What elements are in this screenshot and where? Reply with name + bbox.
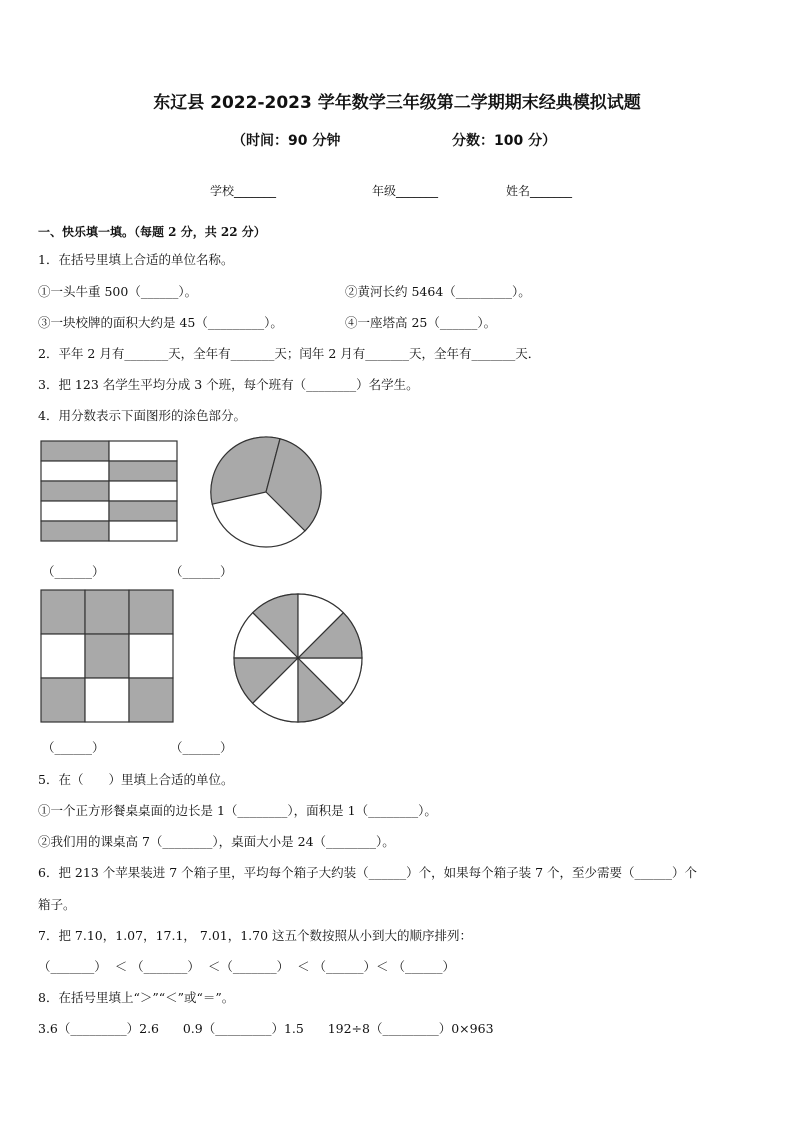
figure-grid-3x3 — [40, 589, 176, 725]
name-field: 姓名_______ — [506, 184, 573, 198]
q1-item-b: ②黄河长约 5464（_________）。 — [345, 284, 531, 299]
q7-order-blanks[interactable]: （_______） ＜ （_______） ＜（_______） ＜ （______）＜ （______） — [38, 959, 456, 974]
grade-field: 年级_______ — [372, 184, 439, 198]
q3-stem: 3．把 123 名学生平均分成 3 个班，每个班有（________）名学生。 — [38, 377, 419, 392]
q6-stem: 6．把 213 个苹果装进 7 个箱子里，平均每个箱子大约装（______）个，如果每个箱子装 7 个，至少需要（______）个 — [38, 865, 698, 880]
section-heading: 一、快乐填一填。（每题 2 分，共 22 分） — [38, 225, 266, 239]
q2-stem: 2．平年 2 月有_______天，全年有_______天；闰年 2 月有_______天，全年有_______天． — [38, 346, 541, 361]
q4-blank-1[interactable]: （______） — [42, 564, 105, 579]
figure-circle-eighths — [230, 592, 366, 728]
q4-stem: 4．用分数表示下面图形的涂色部分。 — [38, 408, 246, 423]
q4-blank-2[interactable]: （______） — [170, 564, 233, 579]
q5-item-b: ②我们用的课桌高 7（________），桌面大小是 24（________）。 — [38, 834, 395, 849]
q8-compare-items[interactable]: 3.6（_________）2.6 0.9（_________）1.5 192÷8（_________）0×963 — [38, 1021, 494, 1036]
q6-continuation: 箱子。 — [38, 897, 76, 912]
figure-circle-thirds — [208, 434, 326, 552]
exam-score: 分数：100 分） — [452, 133, 557, 149]
q8-stem: 8．在括号里填上“＞”“＜”或“＝”。 — [38, 990, 235, 1005]
q7-stem: 7．把 7.10，1.07，17.1， 7.01，1.70 这五个数按照从小到大的顺序排列： — [38, 928, 473, 943]
q5-item-a: ①一个正方形餐桌桌面的边长是 1（________），面积是 1（________）。 — [38, 803, 437, 818]
q4-blank-4[interactable]: （______） — [170, 740, 233, 755]
q1-item-d: ④一座塔高 25（______）。 — [345, 315, 497, 330]
school-field: 学校_______ — [210, 184, 277, 198]
figure-striped-rectangle — [40, 440, 182, 544]
q4-blank-3[interactable]: （______） — [42, 740, 105, 755]
exam-time: （时间：90 分钟 — [232, 133, 341, 149]
page-title: 东辽县 2022-2023 学年数学三年级第二学期期末经典模拟试题 — [153, 93, 641, 113]
q1-item-c: ③一块校牌的面积大约是 45（_________）。 — [38, 315, 283, 330]
q5-stem: 5．在（ ）里填上合适的单位。 — [38, 772, 234, 787]
q1-item-a: ①一头牛重 500（______）。 — [38, 284, 198, 299]
q1-stem: 1．在括号里填上合适的单位名称。 — [38, 252, 234, 267]
